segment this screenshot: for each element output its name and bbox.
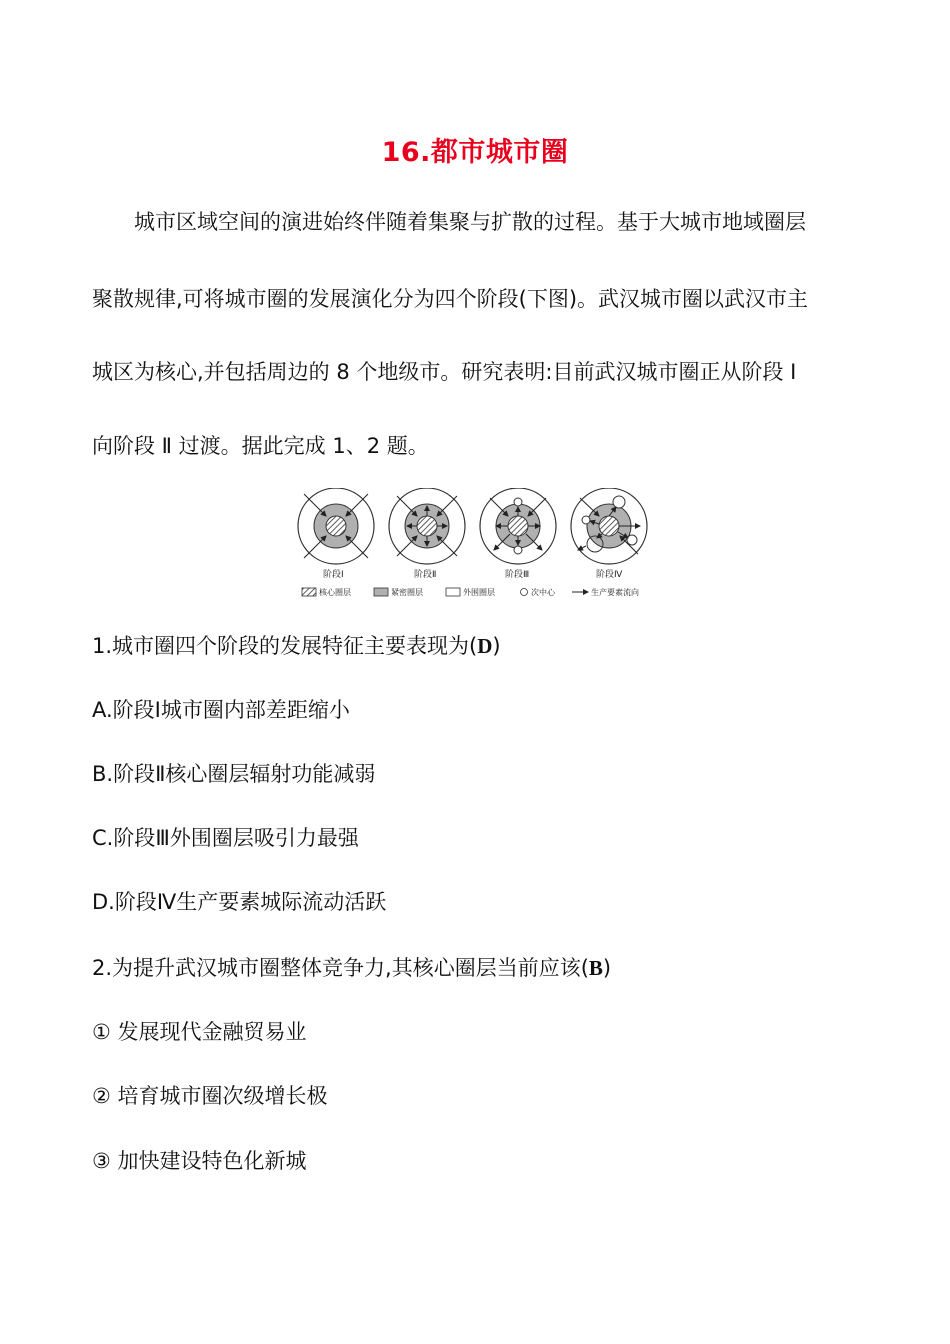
question-1-option-b: B.阶段Ⅱ核心圈层辐射功能减弱 [92,762,376,786]
question-1-answer: D [477,634,493,658]
stages-diagram [290,488,660,603]
intro-line-1: 城市区域空间的演进始终伴随着集聚与扩散的过程。基于大城市地域圈层 [134,210,806,234]
intro-line-3: 城区为核心,并包括周边的 8 个地级市。研究表明:目前武汉城市圈正从阶段 Ⅰ [92,360,797,384]
legend-tight: 紧密圈层 [391,588,423,597]
stage-3-diagram [480,488,556,580]
legend-flow: 生产要素流向 [591,588,639,597]
stage-2-label: 阶段Ⅱ [414,570,437,580]
intro-line-2: 聚散规律,可将城市圈的发展演化分为四个阶段(下图)。武汉城市圈以武汉市主 [92,287,809,311]
question-1-option-d: D.阶段Ⅳ生产要素城际流动活跃 [92,890,387,914]
stage-4-diagram [571,488,647,580]
question-2-option-1: ① 发展现代金融贸易业 [92,1020,307,1044]
question-2-option-2: ② 培育城市圈次级增长极 [92,1084,328,1108]
legend-core: 核心圈层 [319,588,351,597]
legend-outer: 外围圈层 [463,588,495,597]
legend-sub-center: 次中心 [531,588,555,597]
stage-1-diagram [298,488,374,580]
question-2-answer: B [588,956,603,980]
question-2-option-3: ③ 加快建设特色化新城 [92,1149,307,1173]
question-1-option-c: C.阶段Ⅲ外围圈层吸引力最强 [92,826,359,850]
question-2-stem: 2.为提升武汉城市圈整体竞争力,其核心圈层当前应该(B) [92,956,612,980]
stage-4-label: 阶段Ⅳ [596,570,623,580]
stage-3-label: 阶段Ⅲ [505,570,530,580]
stage-1-label: 阶段Ⅰ [323,570,344,580]
diagram-legend [302,587,639,597]
question-1-option-a: A.阶段Ⅰ城市圈内部差距缩小 [92,698,350,722]
page-title: 16.都市城市圈 [381,137,569,168]
question-1-stem: 1.城市圈四个阶段的发展特征主要表现为(D) [92,634,501,658]
intro-line-4: 向阶段 Ⅱ 过渡。据此完成 1、2 题。 [92,434,429,458]
stage-2-diagram [389,488,465,580]
